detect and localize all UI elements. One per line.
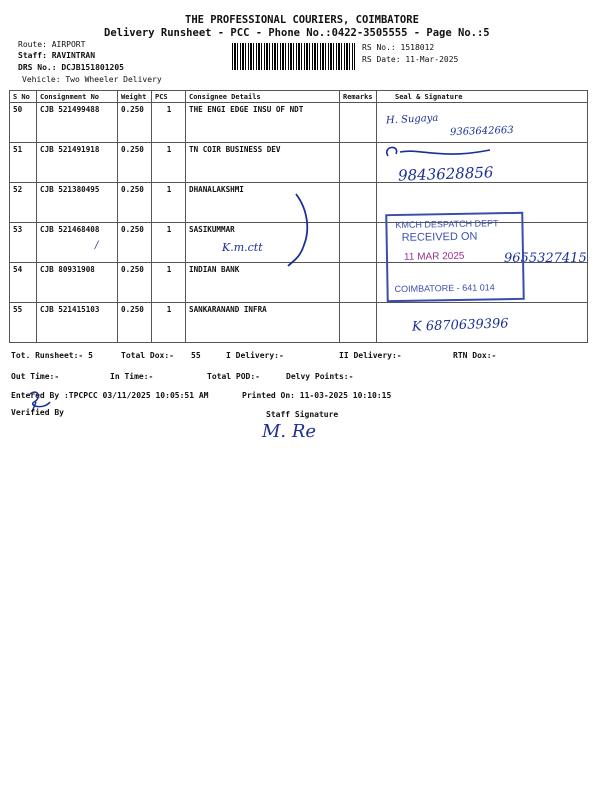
col-header-remarks: Remarks <box>340 91 377 103</box>
table-header-row <box>10 91 588 103</box>
col-header-consignment: Consignment No <box>37 91 118 103</box>
handwritten-phone-row50: 9363642663 <box>449 124 514 139</box>
cell-remarks <box>340 183 377 223</box>
cell-consignment: CJB 521491918 <box>37 143 118 183</box>
rs-date-label: RS Date: 11-Mar-2025 <box>362 55 459 64</box>
company-title: THE PROFESSIONAL COURIERS, COIMBATORE <box>185 14 419 26</box>
cell-weight: 0.250 <box>118 143 152 183</box>
staff-label: Staff: RAVINTRAN <box>18 51 96 60</box>
handwritten-signature-row51 <box>380 142 500 164</box>
cell-weight: 0.250 <box>118 303 152 343</box>
cell-pcs: 1 <box>152 303 186 343</box>
cell-sno: 55 <box>10 303 37 343</box>
cell-pcs: 1 <box>152 103 186 143</box>
cell-consignment: CJB 80931908 <box>37 263 118 303</box>
cell-remarks <box>340 223 377 263</box>
col-header-consignee: Consignee Details <box>186 91 340 103</box>
total-dox-value: 55 <box>191 351 201 360</box>
verified-by-label: Verified By <box>11 408 64 417</box>
handwritten-tick-row53: / <box>95 240 99 251</box>
col-header-weight: Weight <box>118 91 152 103</box>
staff-signature-label: Staff Signature <box>266 410 339 419</box>
cell-remarks <box>340 263 377 303</box>
handwritten-phone-row55: K 6870639396 <box>411 316 509 335</box>
cell-weight: 0.250 <box>118 183 152 223</box>
cell-remarks <box>340 303 377 343</box>
cell-consignment: CJB 521415103 <box>37 303 118 343</box>
drs-no-label: DRS No.: DCJB151801205 <box>18 63 124 72</box>
total-dox-label: Total Dox:- <box>121 351 174 360</box>
cell-sno: 53 <box>10 223 37 263</box>
handwritten-signature-row50: H. Sugaya <box>385 112 439 127</box>
cell-consignee: SASIKUMMAR <box>186 223 340 263</box>
cell-pcs: 1 <box>152 263 186 303</box>
i-delivery-label: I Delivery:- <box>226 351 284 360</box>
cell-weight: 0.250 <box>118 263 152 303</box>
cell-consignee: TN COIR BUSINESS DEV <box>186 143 340 183</box>
route-label: Route: AIRPORT <box>18 40 86 49</box>
barcode <box>232 43 355 70</box>
cell-pcs: 1 <box>152 143 186 183</box>
out-time-label: Out Time:- <box>11 372 60 381</box>
stamp-line1: KMCH DESPATCH DEPT <box>395 218 499 231</box>
cell-weight: 0.250 <box>118 103 152 143</box>
col-header-seal: Seal & Signature <box>377 91 588 103</box>
ii-delivery-label: II Delivery:- <box>339 351 402 360</box>
handwritten-stroke-row52 <box>286 190 316 270</box>
cell-pcs: 1 <box>152 223 186 263</box>
handwritten-mark-row53: K.m.ctt <box>222 241 263 254</box>
vehicle-label: Vehicle: Two Wheeler Delivery <box>22 75 162 84</box>
cell-pcs: 1 <box>152 183 186 223</box>
col-header-sno: S No <box>10 91 37 103</box>
stamp-line4: COIMBATORE - 641 014 <box>394 282 495 295</box>
cell-consignee: SANKARANAND INFRA <box>186 303 340 343</box>
printed-on: Printed On: 11-03-2025 10:10:15 <box>242 391 392 400</box>
cell-sno: 51 <box>10 143 37 183</box>
cell-remarks <box>340 103 377 143</box>
tot-runsheet: Tot. Runsheet:- 5 <box>11 351 93 360</box>
handwritten-phone-row51: 9843628856 <box>397 163 494 185</box>
cell-weight: 0.250 <box>118 223 152 263</box>
cell-consignment: CJB 521499488 <box>37 103 118 143</box>
table-row <box>10 103 588 143</box>
cell-consignee: DHANALAKSHMI <box>186 183 340 223</box>
cell-consignment: CJB 521380495 <box>37 183 118 223</box>
stamp-line2: RECEIVED ON <box>401 230 478 244</box>
cell-sno: 50 <box>10 103 37 143</box>
table-row <box>10 143 588 183</box>
runsheet-subtitle: Delivery Runsheet - PCC - Phone No.:0422-3505555 - Page No.:5 <box>104 27 490 39</box>
total-pod-label: Total POD:- <box>207 372 260 381</box>
cell-consignee: INDIAN BANK <box>186 263 340 303</box>
cell-consignment: CJB 521468408 <box>37 223 118 263</box>
delvy-points-label: Delvy Points:- <box>286 372 354 381</box>
cell-sno: 54 <box>10 263 37 303</box>
staff-signature-handwriting: M. Re <box>262 421 317 442</box>
col-header-pcs: PCS <box>152 91 186 103</box>
handwritten-phone-row54: 9655327415 <box>504 251 587 266</box>
cell-remarks <box>340 143 377 183</box>
received-stamp <box>385 212 525 302</box>
cell-consignee: THE ENGI EDGE INSU OF NDT <box>186 103 340 143</box>
in-time-label: In Time:- <box>110 372 154 381</box>
stamp-date: 11 MAR 2025 <box>403 250 465 263</box>
cell-sno: 52 <box>10 183 37 223</box>
entered-by: Entered By :TPCPCC 03/11/2025 10:05:51 AM <box>11 391 209 400</box>
rs-no-label: RS No.: 1518012 <box>362 43 435 52</box>
rtn-dox-label: RTN Dox:- <box>453 351 497 360</box>
